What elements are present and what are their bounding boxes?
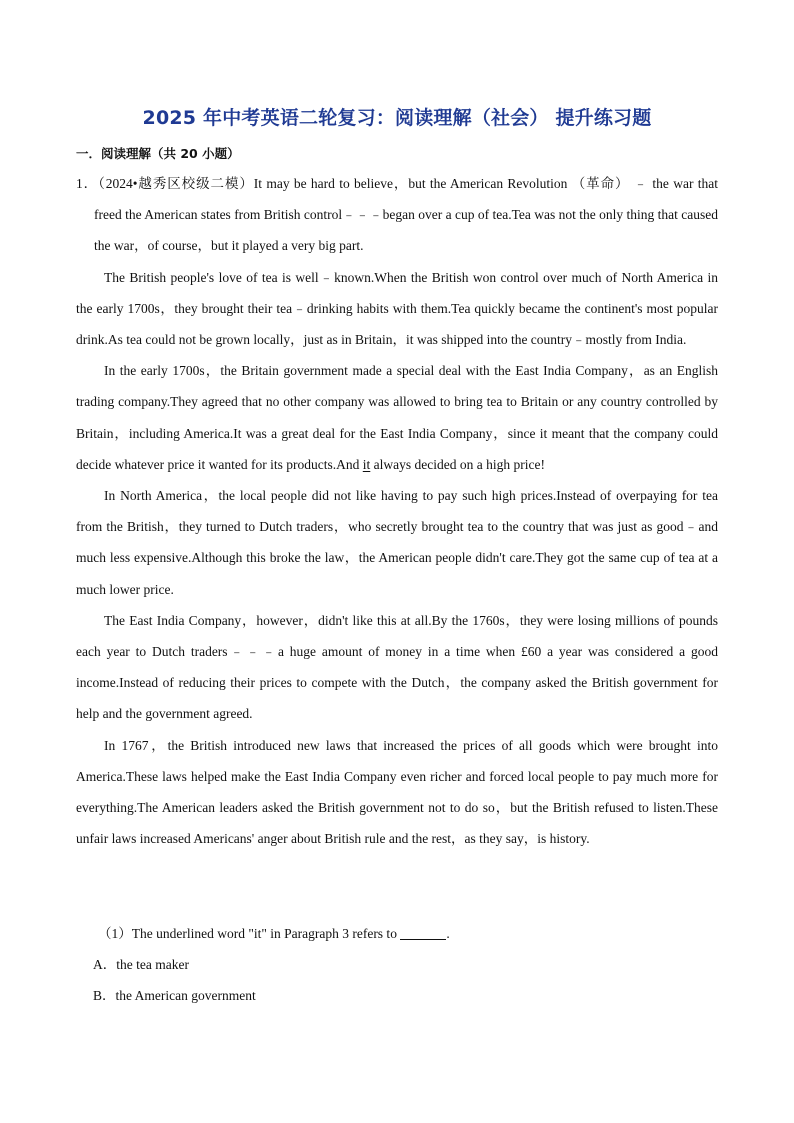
paragraph-3-text-start: In the early 1700s，the Britain government made a special deal with the East India Company，as an English trading company.They agreed that no other company was allowed to bring tea to Britain or any country controlled by Britain，including America.It was a great deal for the East India Company，since it meant that the company could decide whatever price it wanted for its products.And [76,363,718,472]
passage-paragraph-5: The East India Company，however，didn't like this at all.By the 1760s，they were losing millions of pounds each year to Dutch traders﹣﹣﹣a huge amount of money in a time when £60 a year was considered a good income.Instead of reducing their prices to compete with the Dutch，the company asked the British government for help and the government agreed. [76,612,718,722]
paragraph-3-text-end: always decided on a high price! [370,456,545,472]
passage-paragraph-2: The British people's love of tea is well﹣known.When the British won control over much of North America in the early 1700s，they brought their tea﹣drinking habits with them.Tea quickly became the continent's most popular drink.As tea could not be grown locally，just as in Britain，it was shipped into the country﹣mostly from India. [76,269,718,348]
question-1-text: （1）The underlined word "it" in Paragraph 3 refers to [98,926,397,941]
underlined-word-it: it [362,456,371,472]
passage-paragraph-6: In 1767，the British introduced new laws that increased the prices of all goods which were brought into America.These laws helped make the East India Company even richer and forced local people to pay much more for everything.The American leaders asked the British government not to do so，but the British refused to listen.These unfair laws increased Americans' anger about British rule and the rest，as they say，is history. [76,737,718,847]
reading-passage [76,168,718,854]
question-1-option-b: B．the American government [93,988,256,1003]
question-1-stem [98,922,450,942]
section-heading: 一．阅读理解（共 20 小题） [76,146,240,161]
question-1-option-a: A．the tea maker [93,957,189,972]
answer-blank [400,939,446,940]
passage-paragraph-1: 1．（2024•越秀区校级二模）It may be hard to believe，but the American Revolution （革命） ﹣ the war that freed the American states from British control﹣﹣﹣began over a cup of tea.Tea was not the only thing that caused the war，of course，but it played a very big part. [76,176,718,254]
document-title: 2025 年中考英语二轮复习：阅读理解（社会） 提升练习题 [142,107,652,129]
passage-paragraph-4: In North America，the local people did not like having to pay such high prices.Instead of overpaying for tea from the British，they turned to Dutch traders，who secretly brought tea to the country that was just as good﹣and much less expensive.Although this broke the law，the American people didn't care.They got the same cup of tea at a much lower price. [76,488,718,597]
question-1-end: . [446,926,450,941]
passage-paragraph-3 [76,355,718,480]
